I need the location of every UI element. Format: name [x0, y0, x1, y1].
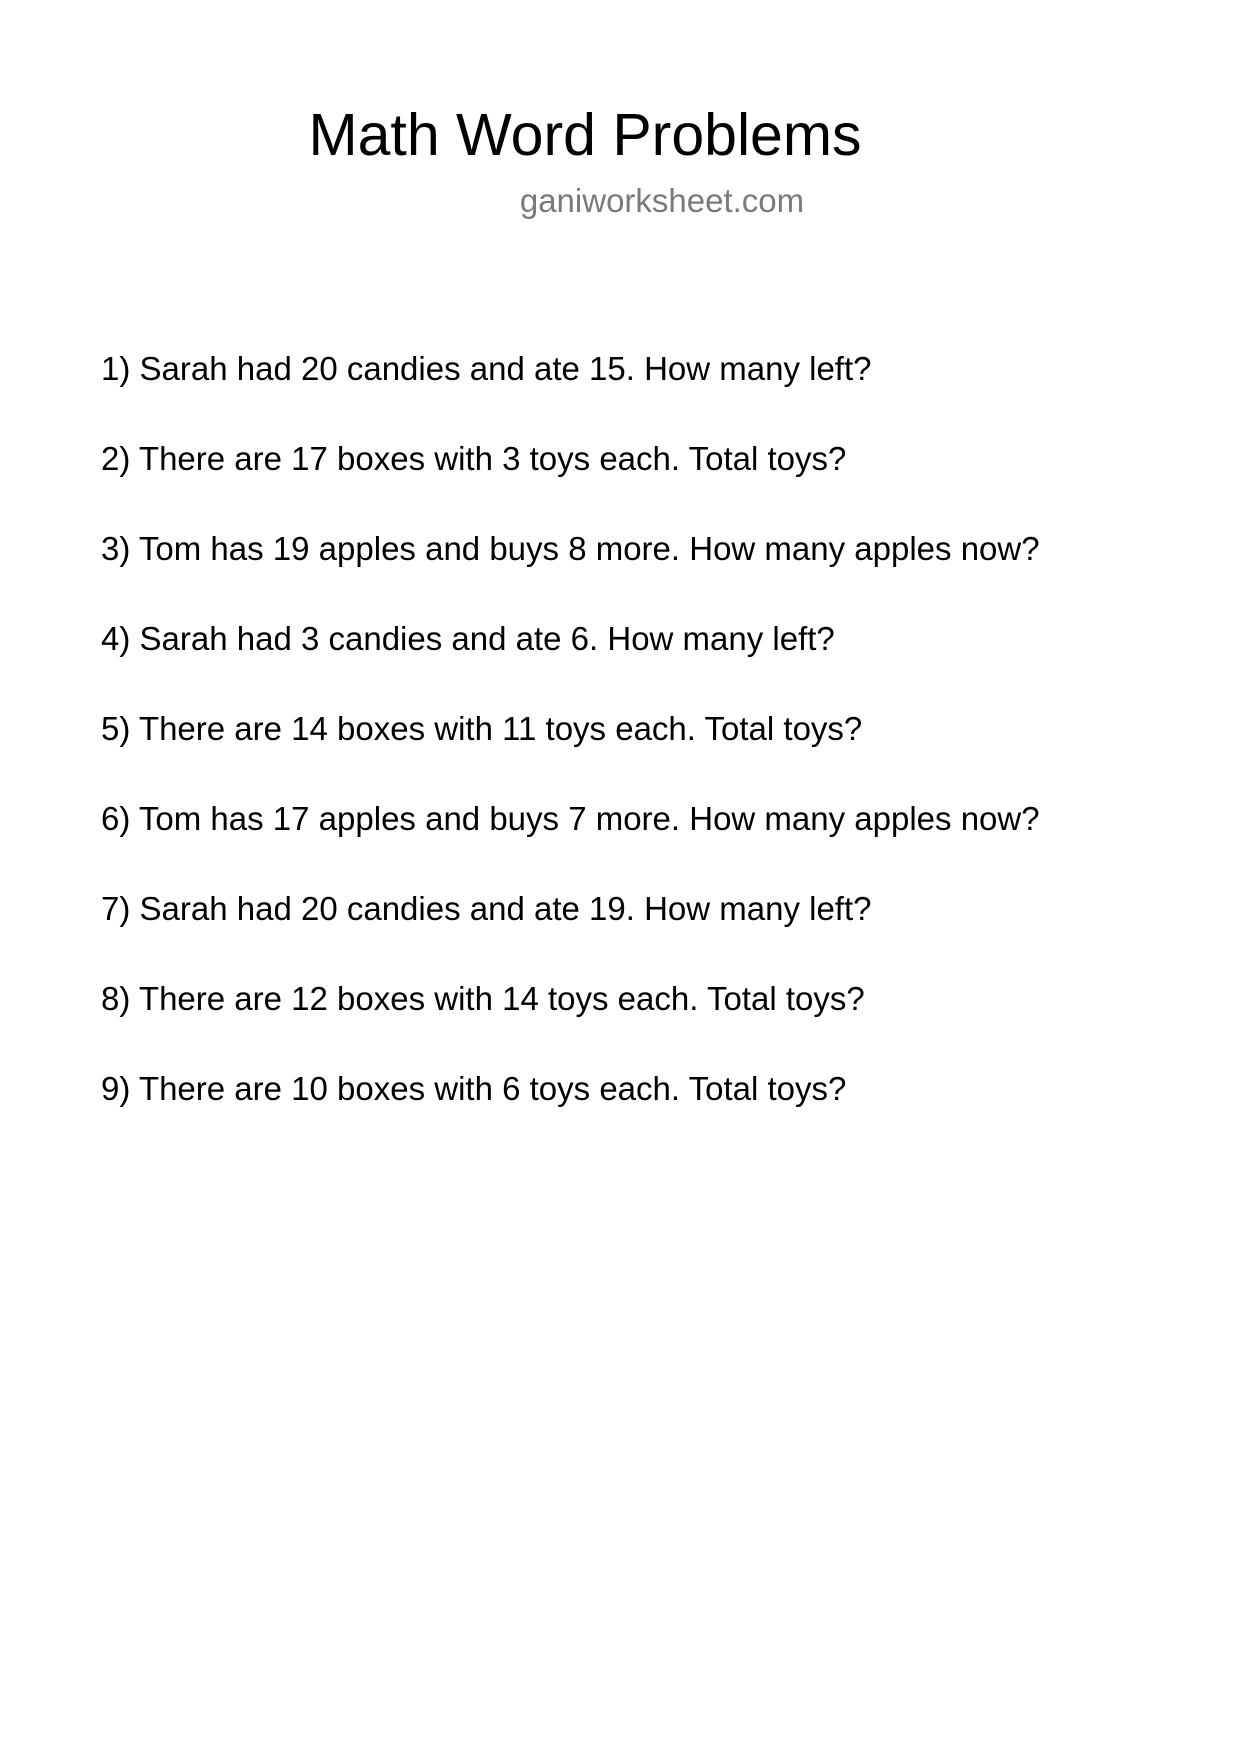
- problem-list: [101, 349, 1040, 1159]
- problem-item: 2) There are 17 boxes with 3 toys each. Total toys?: [101, 440, 847, 477]
- source-website: ganiworksheet.com: [519, 182, 805, 219]
- problem-item: 6) Tom has 17 apples and buys 7 more. How many apples now?: [101, 800, 1040, 837]
- problem-item: 4) Sarah had 3 candies and ate 6. How many left?: [101, 620, 835, 657]
- problem-item: 8) There are 12 boxes with 14 toys each. Total toys?: [101, 980, 865, 1017]
- page-title: Math Word Problems: [308, 102, 862, 168]
- problem-item: 1) Sarah had 20 candies and ate 15. How many left?: [101, 350, 872, 387]
- problem-item: 3) Tom has 19 apples and buys 8 more. How many apples now?: [101, 530, 1040, 567]
- problem-item: 5) There are 14 boxes with 11 toys each. Total toys?: [101, 710, 863, 747]
- problem-item: 7) Sarah had 20 candies and ate 19. How many left?: [101, 890, 872, 927]
- problem-item: 9) There are 10 boxes with 6 toys each. Total toys?: [101, 1070, 847, 1107]
